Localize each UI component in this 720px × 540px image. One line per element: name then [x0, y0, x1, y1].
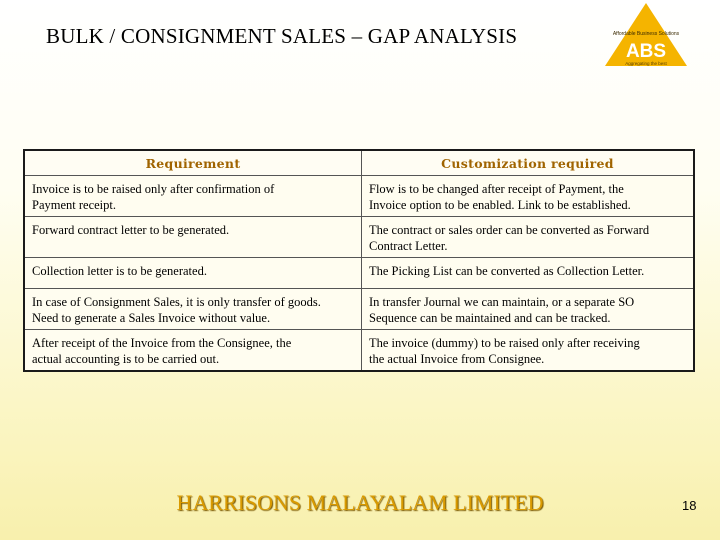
header-requirement: Requirement — [24, 150, 362, 176]
table-row — [24, 217, 694, 258]
cell-line: The Picking List can be converted as Collection Letter. — [369, 264, 645, 278]
customization-cell — [362, 258, 695, 289]
logo-letters: ABS — [625, 41, 667, 62]
cell-line: Need to generate a Sales Invoice without value. — [32, 311, 271, 325]
cell-line: The invoice (dummy) to be raised only after receiving — [369, 336, 640, 350]
cell-line: Flow is to be changed after receipt of Payment, the — [369, 182, 624, 196]
abs-logo — [604, 2, 688, 68]
cell-line: Forward contract letter to be generated. — [32, 223, 230, 237]
customization-cell — [362, 176, 695, 217]
cell-line: actual accounting is to be carried out. — [32, 352, 220, 366]
page-number: 18 — [682, 498, 697, 513]
cell-line: After receipt of the Invoice from the Consignee, the — [32, 336, 292, 350]
requirement-cell — [24, 330, 362, 372]
cell-line: In transfer Journal we can maintain, or a separate SO — [369, 295, 635, 309]
logo-tagline-bottom: Aggregating the best — [625, 61, 667, 66]
customization-cell — [362, 330, 695, 372]
customization-cell — [362, 289, 695, 330]
cell-line: Sequence can be maintained and can be tracked. — [369, 311, 611, 325]
requirement-cell — [24, 217, 362, 258]
table-row — [24, 330, 694, 372]
gap-analysis-table — [23, 149, 695, 372]
requirement-cell — [24, 258, 362, 289]
cell-line: the actual Invoice from Consignee. — [369, 352, 545, 366]
abs-triangle-logo-icon — [604, 2, 688, 68]
cell-line: The contract or sales order can be converted as Forward — [369, 223, 650, 237]
header-customization: Customization required — [362, 150, 695, 176]
cell-line: Invoice option to be enabled. Link to be established. — [369, 198, 631, 212]
cell-line: In case of Consignment Sales, it is only transfer of goods. — [32, 295, 321, 309]
table-row — [24, 289, 694, 330]
footer-company-name: HARRISONS MALAYALAM LIMITED — [176, 490, 544, 515]
logo-tagline-top: Affordable Business Solutions — [612, 31, 680, 37]
requirement-cell — [24, 289, 362, 330]
table-row — [24, 176, 694, 217]
table-row — [24, 258, 694, 289]
customization-cell — [362, 217, 695, 258]
cell-line: Invoice is to be raised only after confirmation of — [32, 182, 275, 196]
requirement-cell — [24, 176, 362, 217]
cell-line: Contract Letter. — [369, 239, 448, 253]
slide-title: BULK / CONSIGNMENT SALES – GAP ANALYSIS — [46, 24, 518, 48]
cell-line: Collection letter is to be generated. — [32, 264, 207, 278]
cell-line: Payment receipt. — [32, 198, 116, 212]
table-header-row — [24, 150, 694, 176]
